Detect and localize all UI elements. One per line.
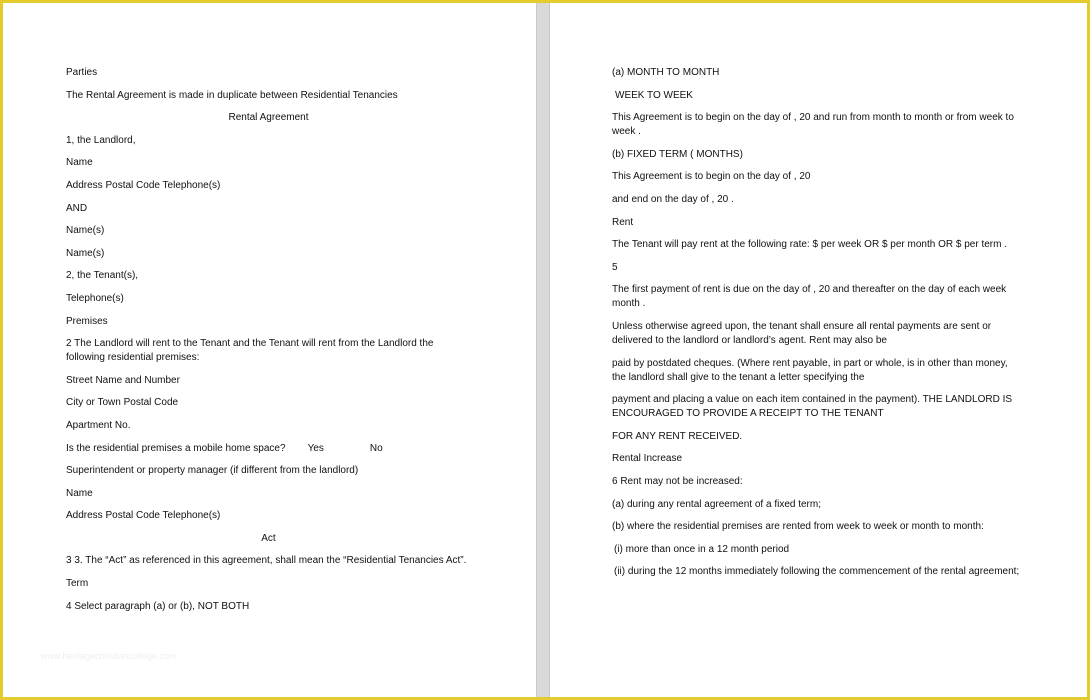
yes-option: Yes <box>307 442 324 454</box>
week-to-week-label: WEEK TO WEEK <box>615 89 693 101</box>
clause-4-paragraph: 4 Select paragraph (a) or (b), NOT BOTH <box>66 600 250 612</box>
document-page-left <box>3 3 536 697</box>
landlord-address-label: Address Postal Code Telephone(s) <box>66 179 221 191</box>
rent-rate-paragraph: The Tenant will pay rent at the following rate: $ per week OR $ per month OR $ per term . <box>612 239 1008 251</box>
no-option: No <box>369 442 383 454</box>
mobile-home-question <box>66 442 471 456</box>
mobile-home-question-text: Is the residential premises a mobile home space? <box>66 442 286 454</box>
act-heading: Act <box>261 532 276 544</box>
page-text-column <box>612 66 1024 588</box>
and-label: AND <box>66 202 88 214</box>
payment-method-paragraph: Unless otherwise agreed upon, the tenant shall ensure all rental payments are sent or delivered to the landlord or landlord’s agent. Rent may also be <box>612 320 992 346</box>
manager-name-label: Name <box>66 487 93 499</box>
superintendent-label: Superintendent or property manager (if different from the landlord) <box>66 465 359 477</box>
landlord-name-label: Name <box>66 157 93 169</box>
clause-6-i-paragraph: (i) more than once in a 12 month period <box>614 543 790 555</box>
begin-b-paragraph: This Agreement is to begin on the day of , 20 <box>612 171 811 183</box>
street-label: Street Name and Number <box>66 374 180 386</box>
landlord-label: 1, the Landlord, <box>66 134 136 146</box>
clause-6b-paragraph: (b) where the residential premises are rented from week to week or month to month: <box>612 521 984 533</box>
begin-a-paragraph: This Agreement is to begin on the day of , 20 and run from month to month or from week to week . <box>612 112 1014 138</box>
document-page-right <box>550 3 1087 697</box>
rent-received-line: FOR ANY RENT RECEIVED. <box>612 430 743 442</box>
city-label: City or Town Postal Code <box>66 397 179 409</box>
end-b-paragraph: and end on the day of , 20 . <box>612 193 734 205</box>
page-text-column <box>66 66 471 622</box>
receipt-paragraph: payment and placing a value on each item contained in the payment). THE LANDLORD IS ENCOURAGED TO PROVIDE A RECEIPT TO THE TENANT <box>612 394 1013 420</box>
tenant-telephone-label: Telephone(s) <box>66 292 124 304</box>
document-title: Rental Agreement <box>228 112 309 124</box>
manager-address-label: Address Postal Code Telephone(s) <box>66 510 221 522</box>
clause-2-paragraph: 2 The Landlord will rent to the Tenant and the Tenant will rent from the Landlord the following residential premises: <box>66 338 434 364</box>
fixed-term-heading: (b) FIXED TERM ( MONTHS) <box>612 148 743 160</box>
clause-3-paragraph: 3 3. The “Act” as referenced in this agreement, shall mean the “Residential Tenancies Act”. <box>66 555 467 567</box>
watermark-text: www.heritagechristiancollege.com <box>41 651 177 661</box>
apartment-label: Apartment No. <box>66 419 131 431</box>
rent-heading: Rent <box>612 216 634 228</box>
clause-6-ii-paragraph: (ii) during the 12 months immediately following the commencement of the rental agreement; <box>614 566 1020 578</box>
clause-6a-paragraph: (a) during any rental agreement of a fixed term; <box>612 498 821 510</box>
page-gutter <box>536 3 550 697</box>
first-payment-paragraph: The first payment of rent is due on the day of , 20 and thereafter on the day of each week month . <box>612 284 1007 310</box>
premises-heading: Premises <box>66 315 108 327</box>
term-heading: Term <box>66 578 89 590</box>
tenants-label: 2, the Tenant(s), <box>66 270 139 282</box>
tenant-names-label-2: Name(s) <box>66 247 105 259</box>
clause-6-paragraph: 6 Rent may not be increased: <box>612 475 743 487</box>
document-viewer <box>3 3 1087 697</box>
rental-increase-heading: Rental Increase <box>612 453 683 465</box>
tenant-names-label-1: Name(s) <box>66 225 105 237</box>
parties-heading: Parties <box>66 67 98 78</box>
month-to-month-heading: (a) MONTH TO MONTH <box>612 67 720 78</box>
intro-paragraph: The Rental Agreement is made in duplicate between Residential Tenancies <box>66 89 398 101</box>
clause-5-number: 5 <box>612 261 618 273</box>
postdated-paragraph: paid by postdated cheques. (Where rent payable, in part or whole, is in other than money, the landlord shall give to the tenant a letter specifying the <box>612 357 1008 383</box>
